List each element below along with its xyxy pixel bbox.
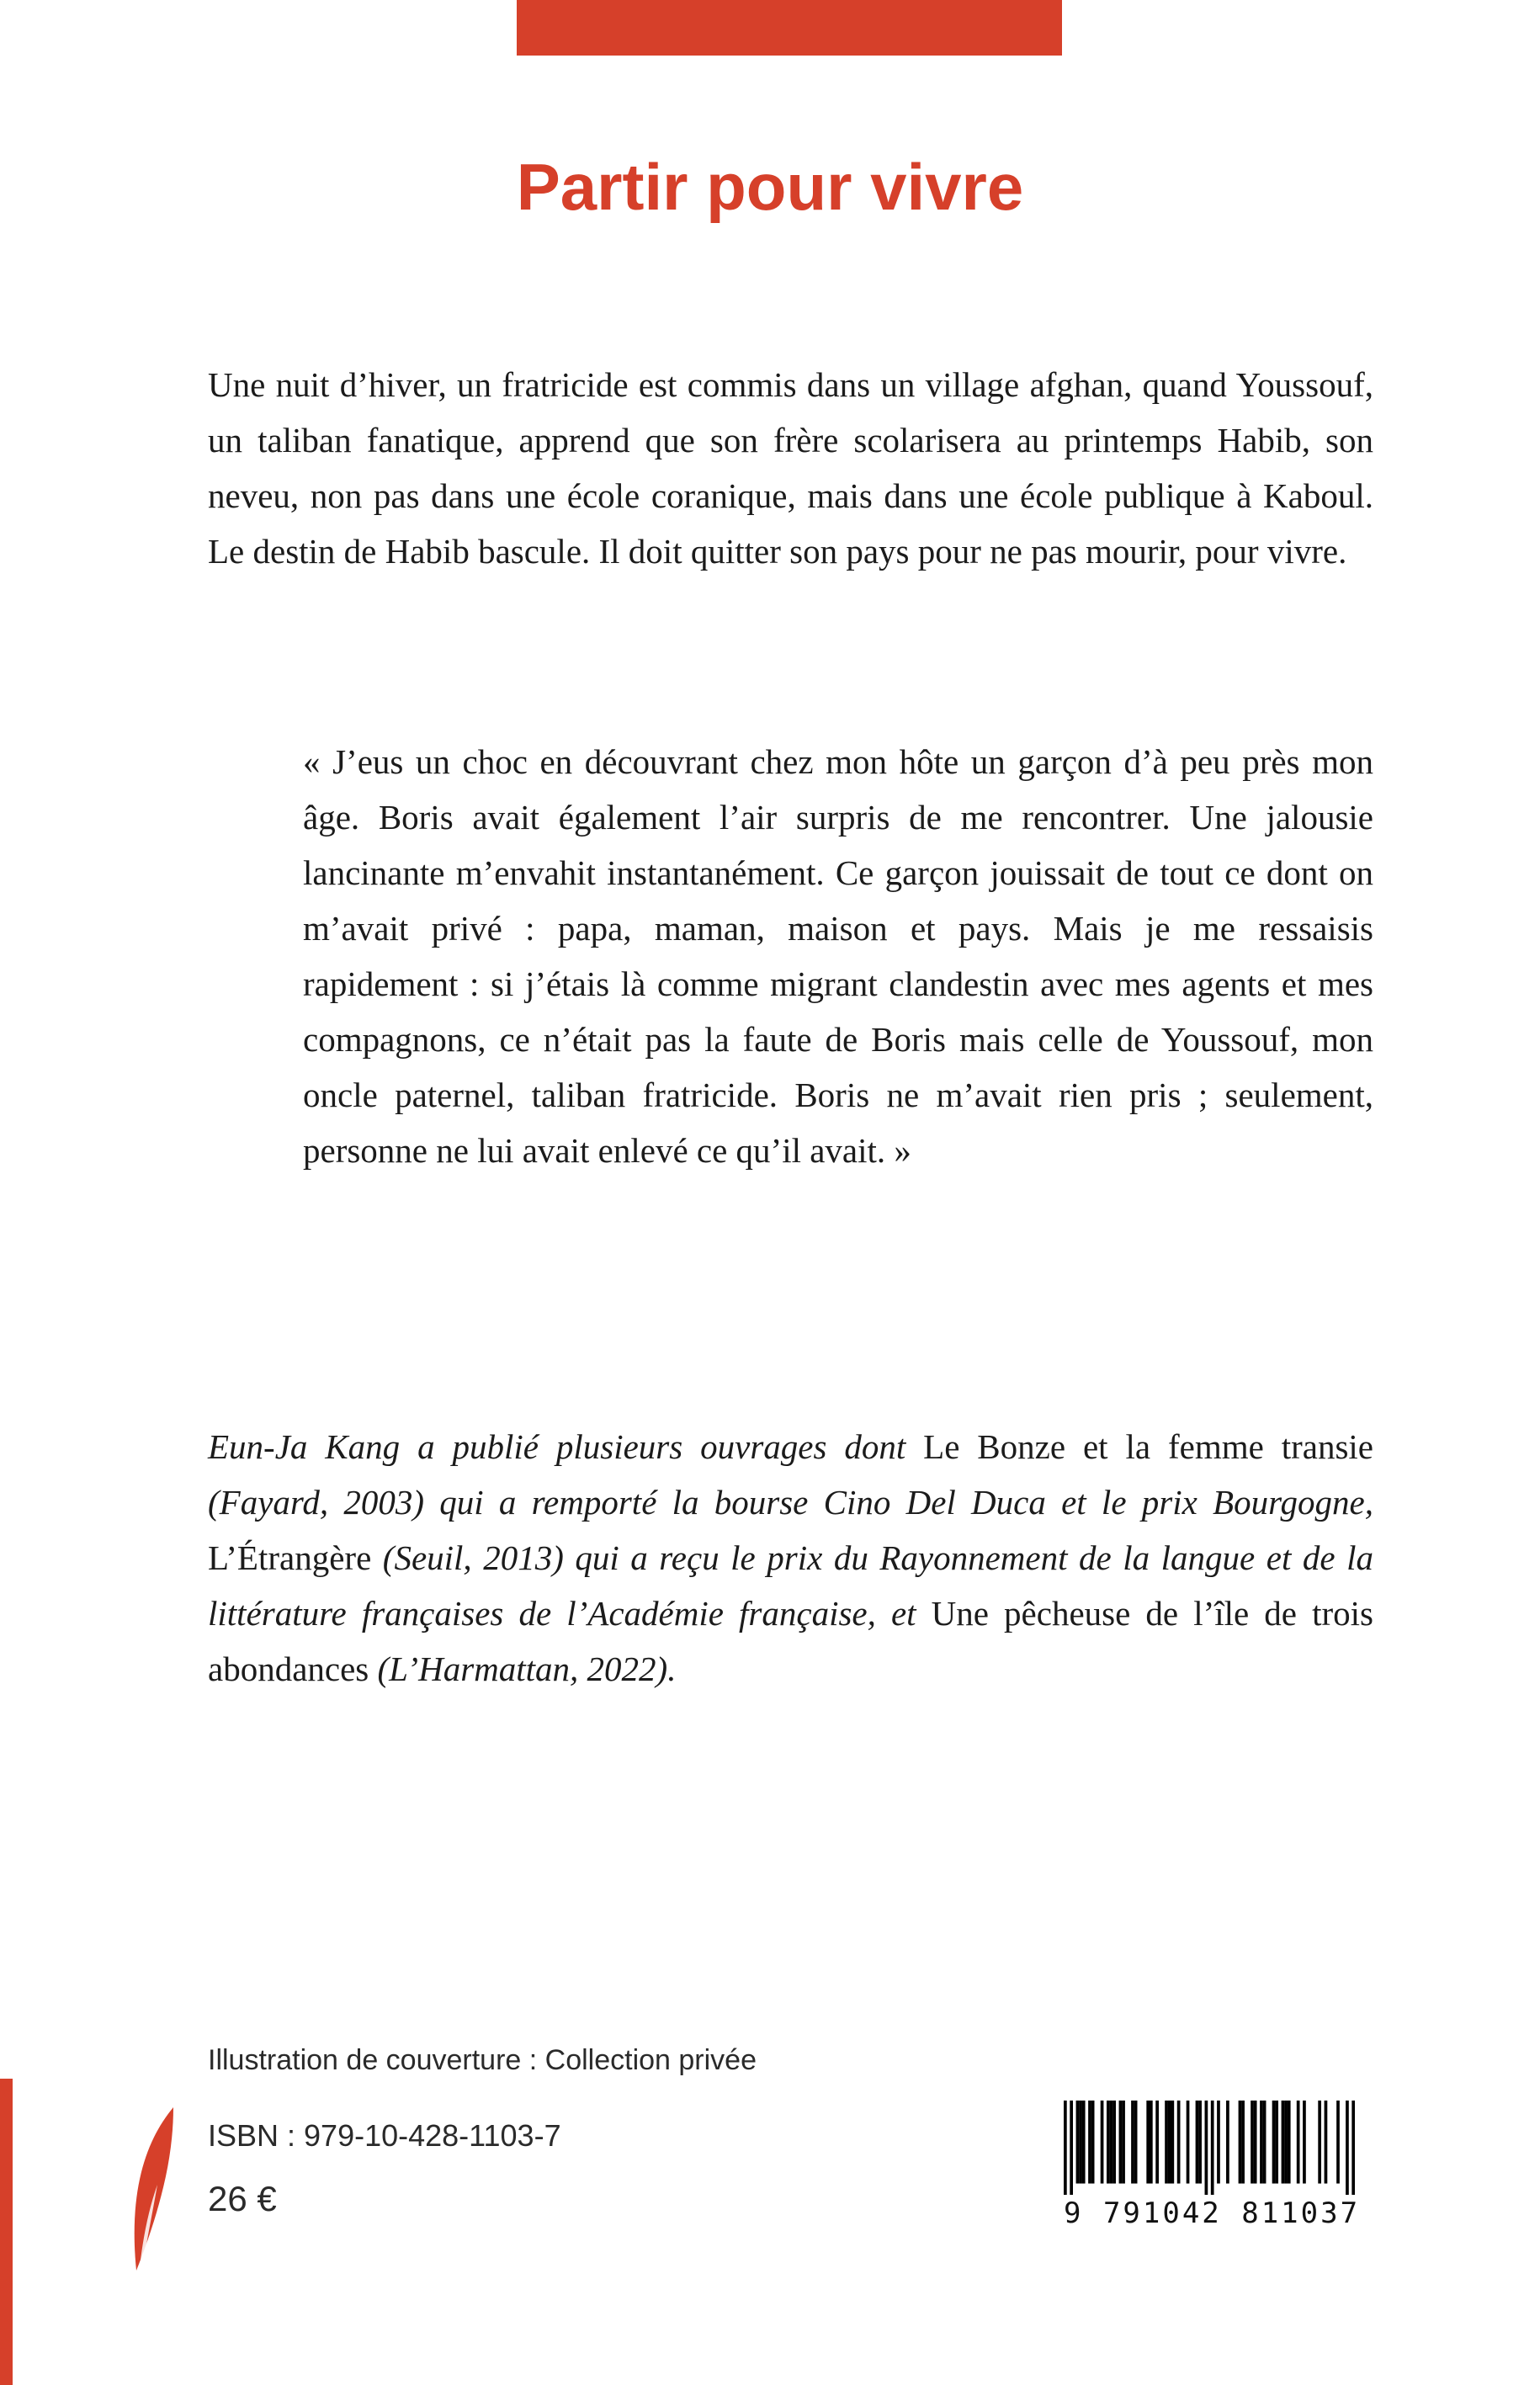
synopsis-paragraph: Une nuit d’hiver, un fratricide est commis dans un village afghan, quand Youssouf, un taliban fanatique, apprend que son frère scolarisera au printemps Habib, son neveu, non pas dans une école coranique, mais dans une école publique à Kaboul. Le destin de Habib bascule. Il doit quitter son pays pour ne pas mourir, pour vivre. bbox=[208, 365, 1373, 571]
barcode-number: 9 791042 811037 bbox=[1064, 2196, 1361, 2230]
price-label: 26 € bbox=[208, 2179, 277, 2218]
isbn-label: ISBN : 979-10-428-1103-7 bbox=[208, 2118, 561, 2153]
spine-red-strip bbox=[0, 2079, 13, 2385]
barcode-bars bbox=[1064, 2101, 1355, 2195]
barcode bbox=[1064, 2101, 1361, 2230]
top-red-bar bbox=[517, 0, 1062, 56]
author-bio: Eun-Ja Kang a publié plusieurs ouvrages dont Le Bonze et la femme transie (Fayard, 2003) qui a remporté la bourse Cino Del Duca et le prix Bourgogne, L’Étrangère (Seuil, 2013) qui a reçu le prix du Rayonnement de la langue et de la littérature françaises de l’Académie française, et Une pêcheuse de l’île de trois abondances (L’Harmattan, 2022). bbox=[208, 1427, 1373, 1688]
book-title: Partir pour vivre bbox=[516, 150, 1024, 224]
illustration-credit: Illustration de couverture : Collection privée bbox=[208, 2044, 757, 2076]
excerpt-quote: « J’eus un choc en découvrant chez mon hôte un garçon d’à peu près mon âge. Boris avait également l’air surpris de me rencontrer. Une jalousie lancinante m’envahit instantanément. Ce garçon jouissait de tout ce dont on m’avait privé : papa, maman, maison et pays. Mais je me ressaisis rapidement : si j’étais là comme migrant clandestin avec mes agents et mes compagnons, ce n’était pas la faute de Boris mais celle de Youssouf, mon oncle paternel, taliban fratricide. Boris ne m’avait rien pris ; seulement, personne ne lui avait enlevé ce qu’il avait. » bbox=[303, 742, 1373, 1170]
feather-quill-icon bbox=[119, 2106, 187, 2271]
